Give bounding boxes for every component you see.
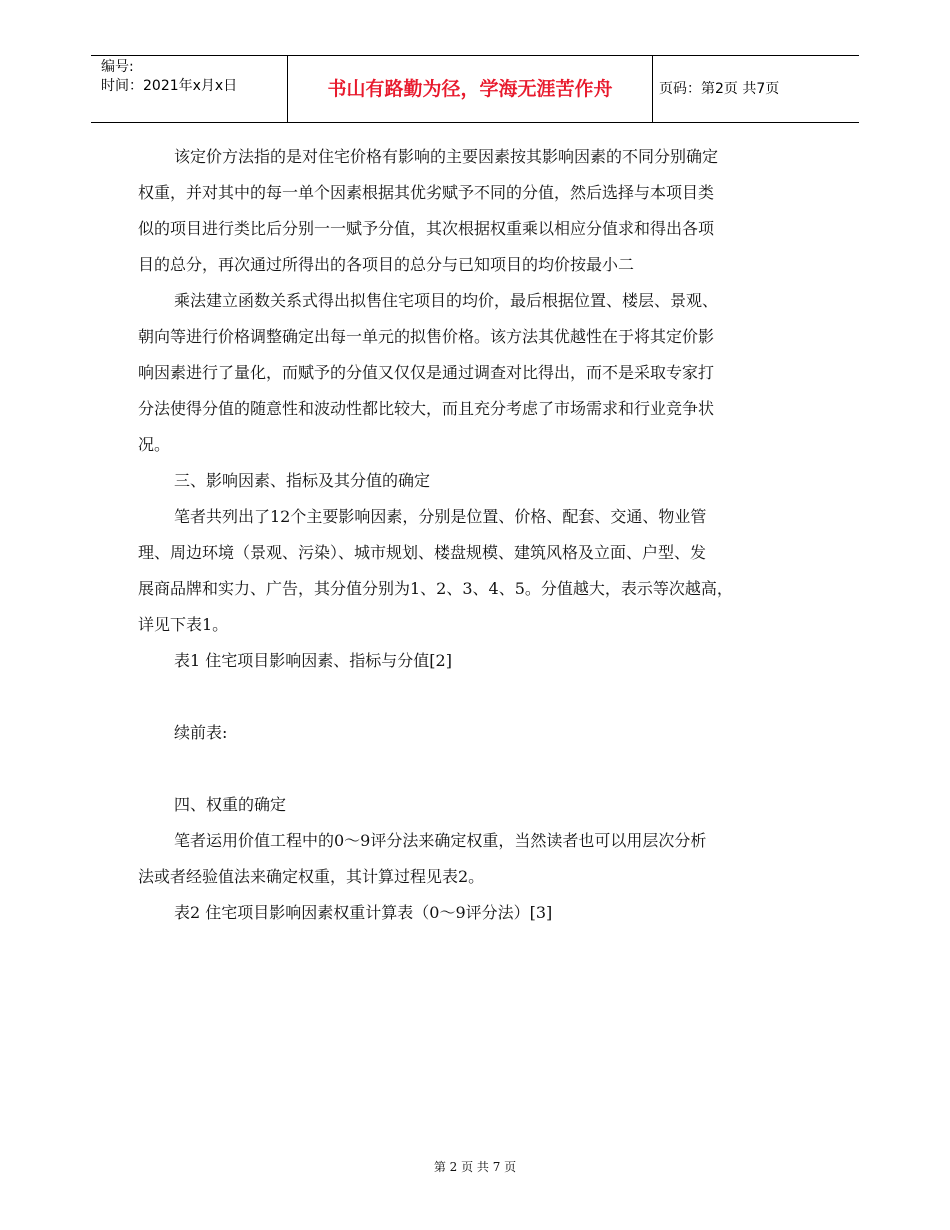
body-line: 展商品牌和实力、广告，其分值分别为1、2、3、4、5。分值越大，表示等次越高， [138,579,733,598]
body-line: 目的总分，再次通过所得出的各项目的总分与已知项目的均价按最小二 [138,255,635,274]
page-header [91,55,859,123]
body-line: 况。 [138,435,171,454]
body-line: 朝向等进行价格调整确定出每一单元的拟售价格。该方法其优越性在于将其定价影 [138,327,715,346]
section-heading: 三、影响因素、指标及其分值的确定 [174,471,431,490]
body-line: 笔者共列出了12个主要影响因素，分别是位置、价格、配套、交通、物业管 [174,507,707,526]
continued-label: 续前表: [174,723,228,742]
body-line: 响因素进行了量化，而赋予的分值又仅仅是通过调查对比得出，而不是采取专家打 [138,363,715,382]
body-line: 权重，并对其中的每一单个因素根据其优劣赋予不同的分值，然后选择与本项目类 [138,183,715,202]
header-page-label: 页码：第2页 共7页 [659,81,780,97]
body-line: 详见下表1。 [138,615,229,634]
date-label: 时间：2021年x月x日 [101,78,238,94]
section-heading: 四、权重的确定 [174,795,287,814]
body-line: 笔者运用价值工程中的0～9评分法来确定权重，当然读者也可以用层次分析 [174,831,707,850]
code-label: 编号: [101,59,134,75]
body-line: 法或者经验值法来确定权重，其计算过程见表2。 [138,867,485,886]
body-line: 理、周边环境（景观、污染）、城市规划、楼盘规模、建筑风格及立面、户型、发 [138,543,707,562]
table-caption: 表2 住宅项目影响因素权重计算表（0～9评分法）[3] [174,903,553,922]
header-motto: 书山有路勤为径，学海无涯苦作舟 [327,78,613,100]
page-footer: 第 2 页 共 7 页 [433,1160,517,1174]
body-line: 似的项目进行类比后分别一一赋予分值，其次根据权重乘以相应分值求和得出各项 [138,219,715,238]
body-line: 该定价方法指的是对住宅价格有影响的主要因素按其影响因素的不同分别确定 [174,147,719,166]
table-caption: 表1 住宅项目影响因素、指标与分值[2] [174,651,452,670]
header-meta [101,58,237,96]
body-line: 分法使得分值的随意性和波动性都比较大，而且充分考虑了市场需求和行业竞争状 [138,399,715,418]
header-divider [652,56,653,122]
body-line: 乘法建立函数关系式得出拟售住宅项目的均价，最后根据位置、楼层、景观、 [174,291,719,310]
